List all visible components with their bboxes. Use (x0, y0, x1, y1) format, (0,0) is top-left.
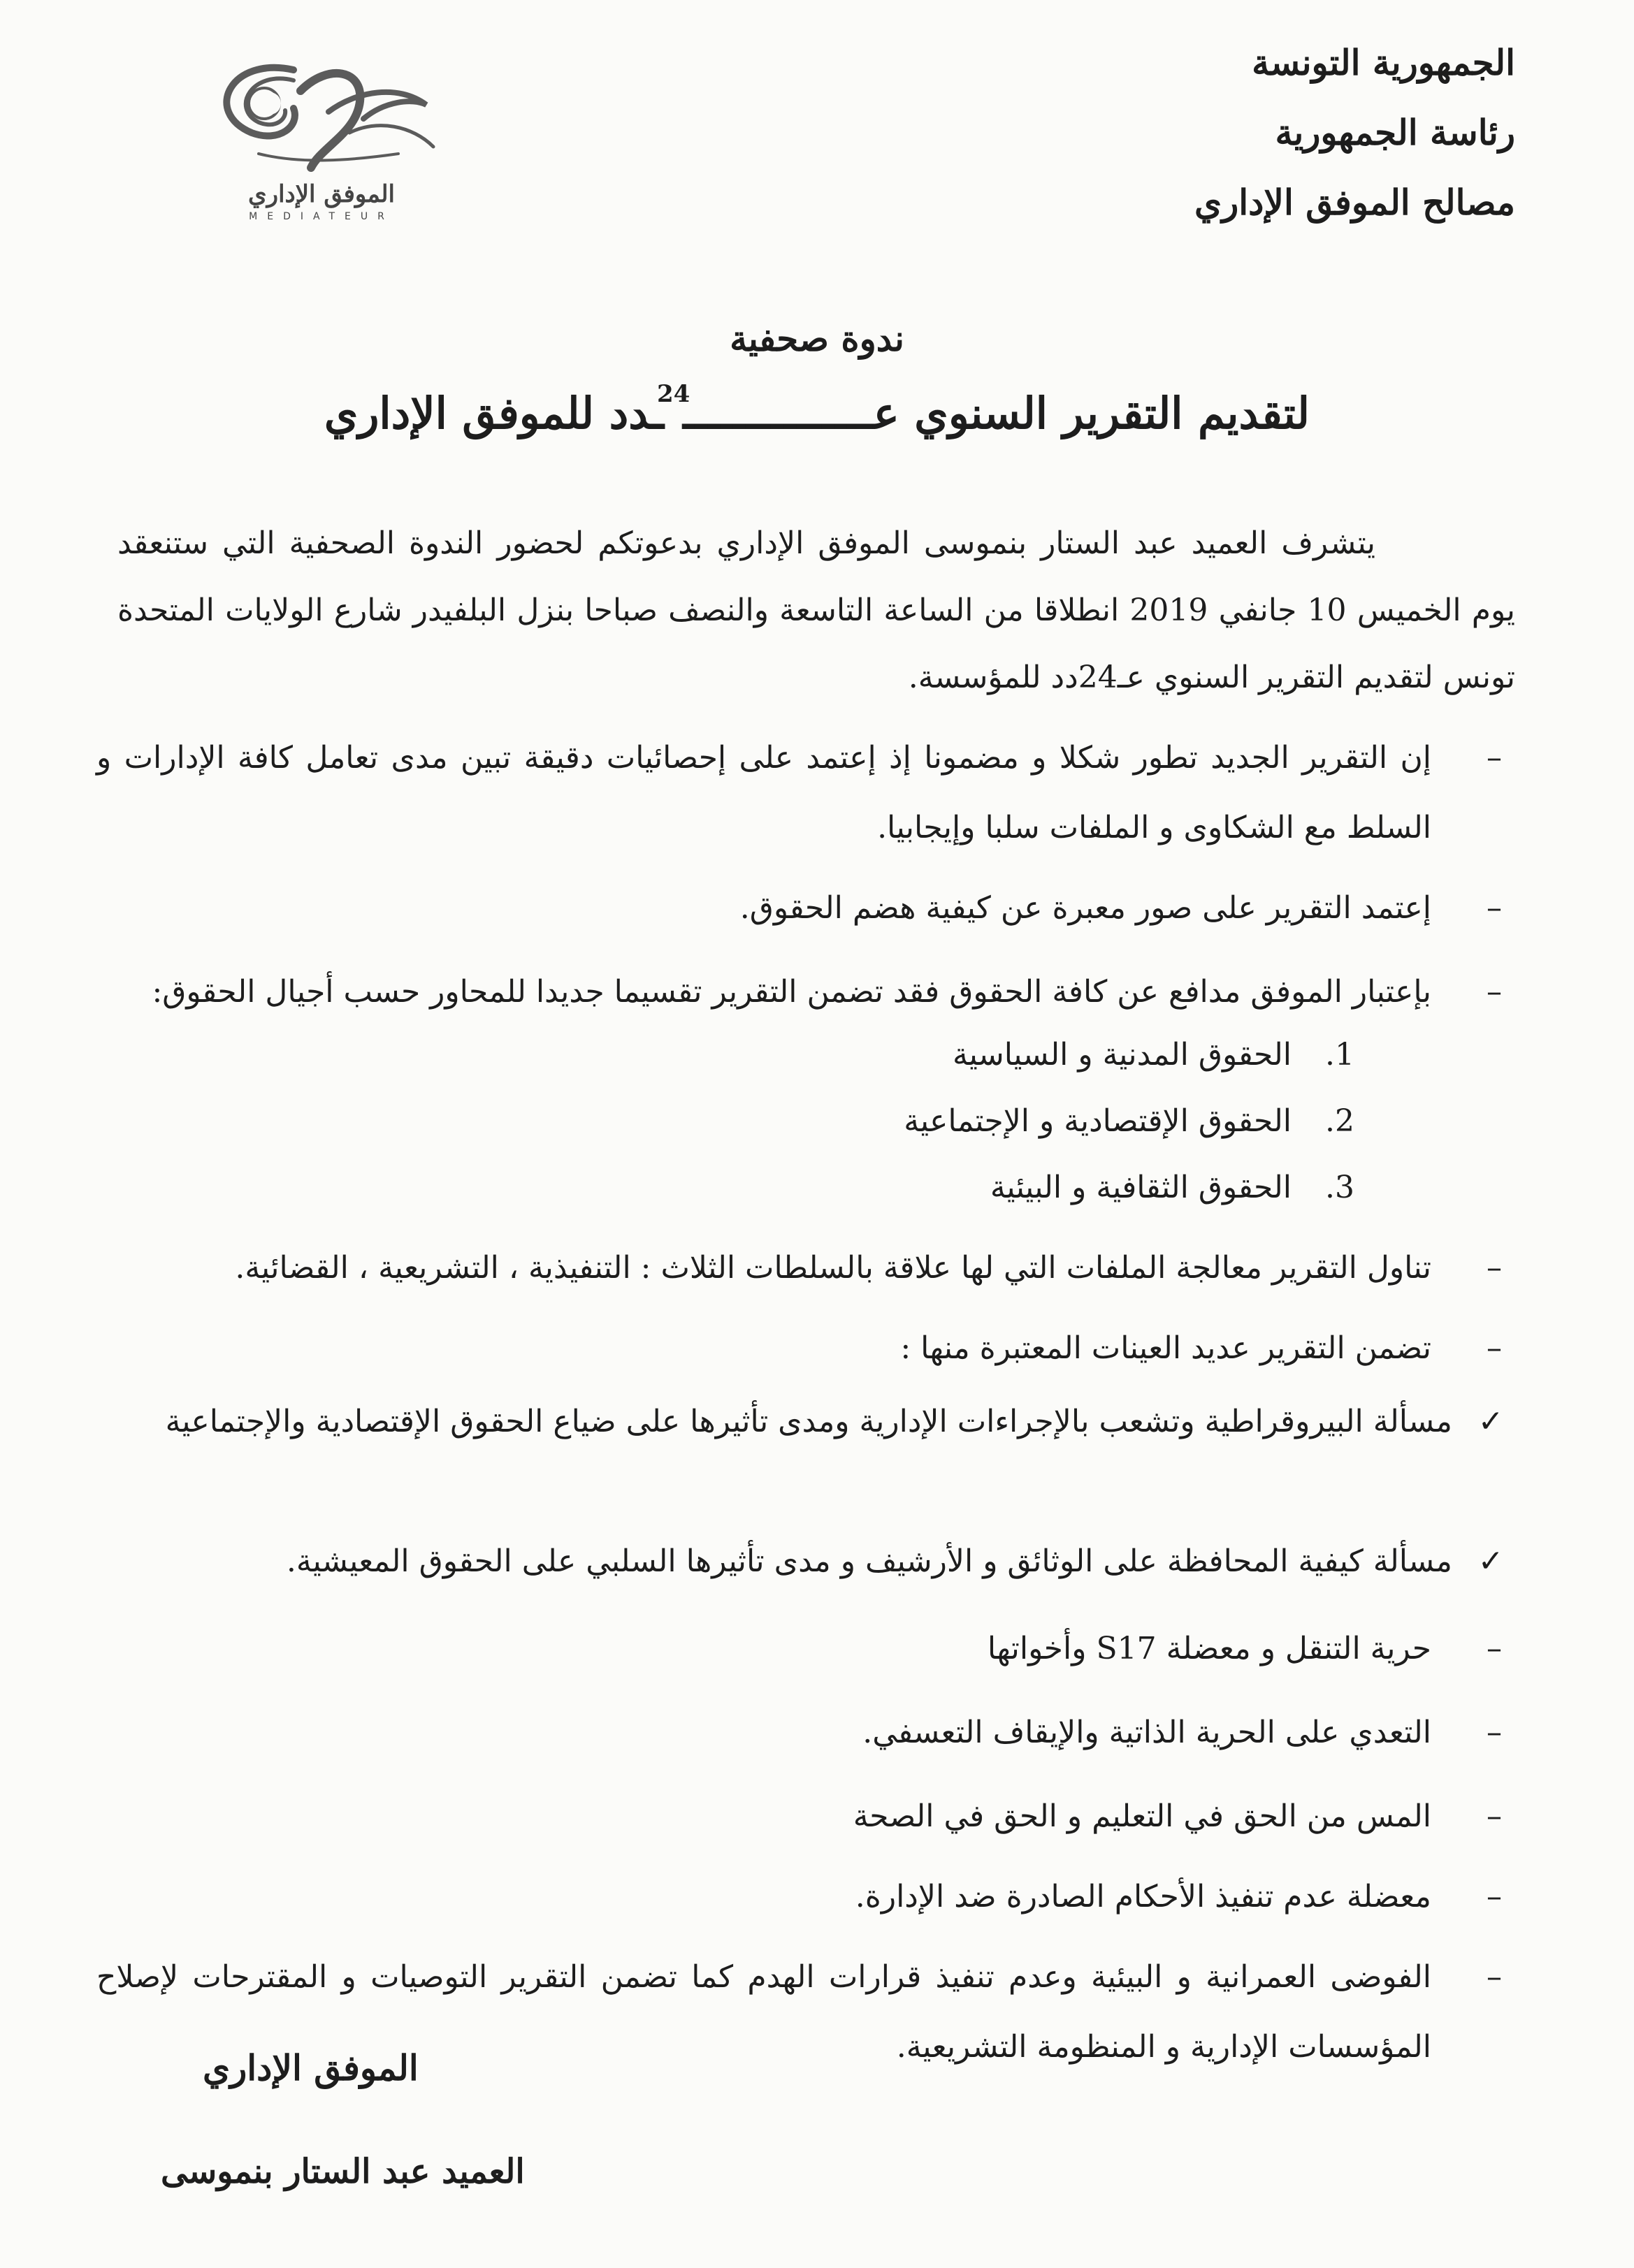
intro-text: يتشرف العميد عبد الستار بنموسى الموفق الإداري بدعوتكم لحضور الندوة الصحفية التي ستنعقد يوم الخميس 10 جانفي 2019 انطلاقا من الساعة التاسعة والنصف صباحا بنزل البلفيدر شارع الولايات المتحدة تونس لتقديم التقرير السنوي عـ24دد للمؤسسة. (117, 525, 1515, 695)
logo-arabic-text: الموفق الإداري (248, 180, 395, 208)
dash-marker: – (1487, 1330, 1502, 1366)
list-item-text: الفوضى العمرانية و البيئية وعدم تنفيذ قرارات الهدم كما تضمن التقرير التوصيات و المقترحات لإصلاح المؤسسات الإدارية و المنظومة التشريعية. (96, 1959, 1431, 2065)
list-item (96, 1614, 1515, 1684)
dash-marker: – (1487, 1250, 1502, 1286)
dash-marker: – (1487, 1798, 1502, 1834)
list-item-text: إن التقرير الجديد تطور شكلا و مضمونا إذ إعتمد على إحصائيات دقيقة تبين مدى تعامل كافة الإدارات و السلط مع الشكاوى و الملفات سلبا وإيجابيا. (96, 740, 1431, 845)
header-presidency: رئاسة الجمهورية (1275, 112, 1515, 153)
list-item-text: معضلة عدم تنفيذ الأحكام الصادرة ضد الإدارة. (855, 1879, 1431, 1914)
dash-marker: – (1487, 1631, 1502, 1666)
header-republic: الجمهورية التونسة (1252, 42, 1515, 83)
list-item (96, 1698, 1515, 1768)
rights-number: 3. (1325, 1170, 1354, 1205)
list-item-text: المس من الحق في التعليم و الحق في الصحة (853, 1798, 1431, 1834)
mediator-logo (189, 49, 454, 238)
letterhead (1124, 28, 1515, 238)
mediator-logo-icon (189, 49, 454, 203)
rights-item (376, 1153, 1354, 1223)
dash-marker: – (1487, 1959, 1502, 1995)
check-item (82, 1527, 1515, 1597)
list-item-text: إعتمد التقرير على صور معبرة عن كيفية هضم الحقوق. (739, 890, 1431, 926)
rights-number: 2. (1325, 1103, 1354, 1139)
subtitle-part1: لتقديم التقرير السنوي عـــــــــــــــ (683, 388, 1310, 439)
check-item (82, 1387, 1515, 1457)
rights-item (376, 1086, 1354, 1156)
header-mediator-services: مصالح الموفق الإداري (1194, 182, 1515, 223)
list-item (96, 1314, 1515, 1383)
rights-item (376, 1020, 1354, 1090)
signature-title: الموفق الإداري (203, 2047, 419, 2088)
document-subtitle (0, 380, 1634, 439)
check-item-text: مسألة البيروقراطية وتشعب بالإجراءات الإدارية ومدى تأثيرها على ضياع الحقوق الإقتصادية والإجتماعية (165, 1404, 1452, 1439)
dash-marker: – (1487, 1715, 1502, 1750)
dash-marker: – (1487, 974, 1502, 1010)
rights-text: الحقوق الثقافية و البيئية (990, 1170, 1292, 1205)
list-item (96, 873, 1515, 943)
check-item-text: مسألة كيفية المحافظة على الوثائق و الأرشيف و مدى تأثيرها السلبي على الحقوق المعيشية. (286, 1543, 1452, 1579)
rights-number: 1. (1325, 1037, 1354, 1073)
list-item-text: حرية التنقل و معضلة S17 وأخواتها (987, 1631, 1431, 1666)
dash-marker: – (1487, 740, 1502, 776)
intro-paragraph (117, 510, 1515, 711)
list-item-text: بإعتبار الموفق مدافع عن كافة الحقوق فقد تضمن التقرير تقسيما جديدا للمحاور حسب أجيال الحقوق: (152, 974, 1431, 1010)
signature-name: العميد عبد الستار بنموسى (161, 2152, 525, 2191)
list-item (96, 957, 1515, 1027)
subtitle-part2: ـدد للموفق الإداري (324, 388, 664, 439)
dash-marker: – (1487, 890, 1502, 926)
check-icon: ✓ (1477, 1404, 1504, 1439)
logo-french-text: MEDIATEUR (249, 211, 394, 222)
report-number: 24 (656, 380, 691, 408)
list-item-text: التعدي على الحرية الذاتية والإيقاف التعسفي. (862, 1715, 1431, 1750)
document-title: ندوة صحفية (730, 318, 904, 359)
list-item-text: تضمن التقرير عديد العينات المعتبرة منها : (900, 1330, 1431, 1366)
list-item (96, 1233, 1515, 1303)
rights-text: الحقوق الإقتصادية و الإجتماعية (904, 1103, 1292, 1139)
list-item (96, 1862, 1515, 1932)
check-icon: ✓ (1477, 1543, 1504, 1579)
list-item (96, 1782, 1515, 1852)
dash-marker: – (1487, 1879, 1502, 1914)
list-item (96, 723, 1515, 863)
list-item-text: تناول التقرير معالجة الملفات التي لها علاقة بالسلطات الثلاث : التنفيذية ، التشريعية ، القضائية. (235, 1250, 1431, 1286)
rights-text: الحقوق المدنية و السياسية (953, 1037, 1292, 1073)
